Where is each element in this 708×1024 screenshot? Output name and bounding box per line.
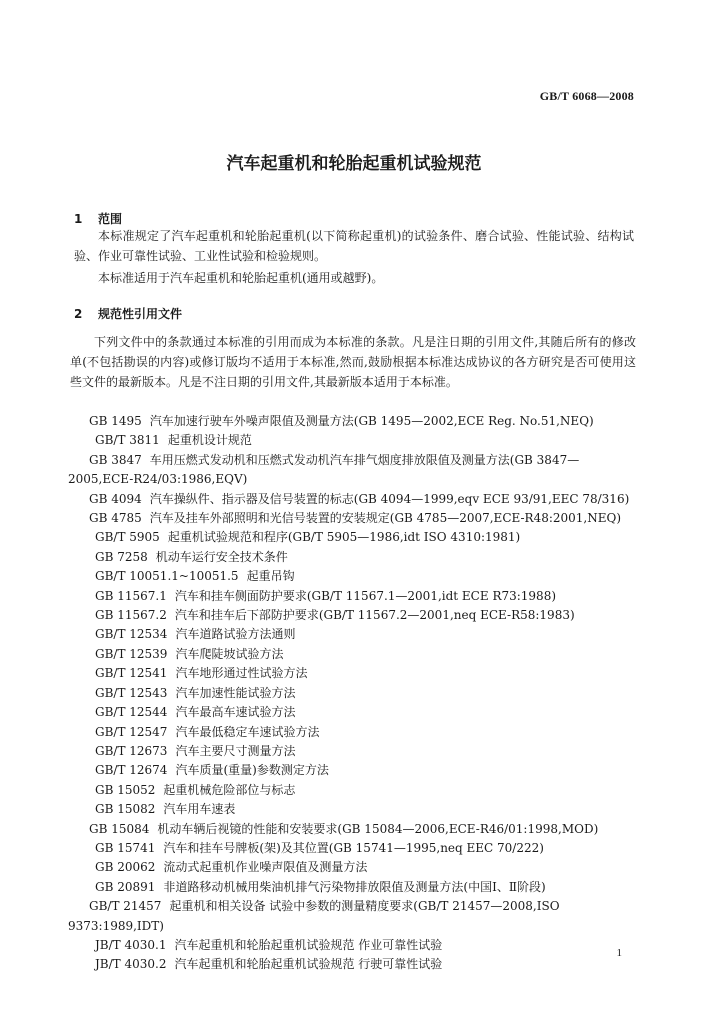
reference-title: 起重机械危险部位与标志 xyxy=(163,782,296,797)
reference-title: 起重机和相关设备 试验中参数的测量精度要求(GB/T 21457—2008,ISO 9373:1989,IDT) xyxy=(68,899,560,933)
reference-title: 汽车地形通过性试验方法 xyxy=(175,666,308,681)
reference-code: JB/T 4030.2 xyxy=(95,957,167,972)
section-2-heading xyxy=(74,305,182,322)
section-number: 2 xyxy=(74,307,83,321)
reference-title: 汽车用车速表 xyxy=(163,802,236,817)
reference-title: 机动车运行安全技术条件 xyxy=(155,549,288,564)
reference-title: 流动式起重机作业噪声限值及测量方法 xyxy=(163,860,368,875)
reference-item xyxy=(74,625,634,644)
reference-code: GB 11567.2 xyxy=(95,608,167,623)
section-2-paragraph-1: 下列文件中的条款通过本标准的引用而成为本标准的条款。凡是注日期的引用文件,其随后所有的修改单(不包括勘误的内容)或修订版均不适用于本标准,然而,鼓励根据本标准达成协议的各方研究是否可使用这些文件的最新版本。凡是不注日期的引用文件,其最新版本适用于本标准。 xyxy=(70,335,636,389)
reference-item xyxy=(74,431,634,450)
reference-code: GB/T 12544 xyxy=(95,705,168,720)
reference-title: 汽车加速行驶车外噪声限值及测量方法(GB 1495—2002,ECE Reg. No.51,NEQ) xyxy=(149,414,594,428)
reference-code: GB 7258 xyxy=(95,549,148,564)
reference-code: GB/T 12673 xyxy=(95,743,168,758)
reference-item xyxy=(74,858,634,877)
reference-item xyxy=(74,742,634,761)
reference-item xyxy=(74,878,634,897)
section-1-paragraph-2: 本标准适用于汽车起重机和轮胎起重机(通用或越野)。 xyxy=(98,271,384,285)
reference-code: GB/T 12543 xyxy=(95,685,168,700)
reference-item xyxy=(68,451,634,490)
reference-title: 起重机设计规范 xyxy=(167,433,252,448)
reference-code: GB 4094 xyxy=(89,491,142,506)
reference-title: 汽车道路试验方法通则 xyxy=(175,627,296,642)
reference-code: GB/T 5905 xyxy=(95,530,160,545)
document-title: 汽车起重机和轮胎起重机试验规范 xyxy=(226,154,482,174)
reference-title: 汽车最低稳定车速试验方法 xyxy=(175,724,320,739)
reference-title: 汽车最高车速试验方法 xyxy=(175,705,296,720)
section-1-heading xyxy=(74,210,122,227)
reference-item xyxy=(68,820,634,839)
reference-title: 汽车加速性能试验方法 xyxy=(175,685,296,700)
reference-item xyxy=(74,781,634,800)
reference-title: 汽车和挂车后下部防护要求(GB/T 11567.2—2001,neq ECE-R58:1983) xyxy=(174,608,575,623)
reference-title: 汽车起重机和轮胎起重机试验规范 作业可靠性试验 xyxy=(174,937,443,952)
standard-code: GB/T 6068—2008 xyxy=(539,89,634,103)
reference-item xyxy=(74,839,634,858)
reference-title: 起重吊钩 xyxy=(246,569,295,584)
reference-title: 汽车和挂车侧面防护要求(GB/T 11567.1—2001,idt ECE R73:1988) xyxy=(174,588,557,603)
reference-code: GB/T 12541 xyxy=(95,666,168,681)
reference-item xyxy=(74,703,634,722)
reference-title: 汽车及挂车外部照明和光信号装置的安装规定(GB 4785—2007,ECE-R48:2001,NEQ) xyxy=(149,511,622,526)
reference-code: GB/T 3811 xyxy=(95,433,160,448)
reference-code: GB/T 21457 xyxy=(89,899,162,914)
reference-title: 汽车操纵件、指示器及信号装置的标志(GB 4094—1999,eqv ECE 93/91,EEC 78/316) xyxy=(149,491,630,506)
reference-code: GB/T 12547 xyxy=(95,724,168,739)
section-1-paragraph-1: 本标准规定了汽车起重机和轮胎起重机(以下简称起重机)的试验条件、磨合试验、性能试验、结构试验、作业可靠性试验、工业性试验和检验规则。 xyxy=(74,229,634,263)
page-number: 1 xyxy=(616,947,622,959)
reference-item xyxy=(74,684,634,703)
reference-title: 汽车和挂车号牌板(架)及其位置(GB 15741—1995,neq EEC 70/222) xyxy=(163,840,544,855)
reference-code: GB/T 12674 xyxy=(95,763,168,778)
reference-item xyxy=(68,897,634,936)
reference-code: GB 11567.1 xyxy=(95,588,167,603)
reference-title: 非道路移动机械用柴油机排气污染物排放限值及测量方法(中国Ⅰ、Ⅱ阶段) xyxy=(163,879,546,894)
reference-list xyxy=(68,412,634,975)
reference-code: GB 15084 xyxy=(89,821,150,836)
reference-code: GB/T 12539 xyxy=(95,646,168,661)
reference-item xyxy=(74,548,634,567)
reference-code: GB/T 12534 xyxy=(95,627,168,642)
reference-item xyxy=(74,664,634,683)
reference-item xyxy=(74,761,634,780)
reference-title: 车用压燃式发动机和压燃式发动机汽车排气烟度排放限值及测量方法(GB 3847—2005,ECE-R24/03:1986,EQV) xyxy=(68,452,580,487)
reference-title: 起重机试验规范和程序(GB/T 5905—1986,idt ISO 4310:1981) xyxy=(167,530,521,545)
section-title: 范围 xyxy=(98,212,123,226)
reference-title: 汽车爬陡坡试验方法 xyxy=(175,646,284,661)
reference-item xyxy=(74,936,634,955)
reference-item xyxy=(68,412,634,431)
reference-item xyxy=(74,955,634,974)
reference-code: GB 20891 xyxy=(95,879,156,894)
reference-item xyxy=(68,509,634,528)
reference-code: GB 15082 xyxy=(95,802,156,817)
reference-title: 汽车起重机和轮胎起重机试验规范 行驶可靠性试验 xyxy=(174,957,443,972)
section-number: 1 xyxy=(74,212,83,226)
section-title: 规范性引用文件 xyxy=(98,307,183,321)
reference-item xyxy=(74,606,634,625)
reference-title: 汽车主要尺寸测量方法 xyxy=(175,743,296,758)
reference-title: 汽车质量(重量)参数测定方法 xyxy=(175,763,329,778)
reference-item xyxy=(74,567,634,586)
reference-code: JB/T 4030.1 xyxy=(95,937,167,952)
reference-code: GB 15052 xyxy=(95,782,156,797)
reference-item xyxy=(68,490,634,509)
reference-item xyxy=(74,800,634,819)
reference-code: GB 3847 xyxy=(89,452,142,467)
reference-code: GB 4785 xyxy=(89,511,142,526)
reference-code: GB/T 10051.1~10051.5 xyxy=(95,569,239,584)
reference-item xyxy=(74,723,634,742)
reference-code: GB 15741 xyxy=(95,840,156,855)
reference-item xyxy=(74,587,634,606)
reference-title: 机动车辆后视镜的性能和安装要求(GB 15084—2006,ECE-R46/01:1998,MOD) xyxy=(157,821,599,836)
reference-item xyxy=(74,645,634,664)
reference-code: GB 1495 xyxy=(89,414,142,428)
reference-item xyxy=(74,528,634,547)
reference-code: GB 20062 xyxy=(95,860,156,875)
